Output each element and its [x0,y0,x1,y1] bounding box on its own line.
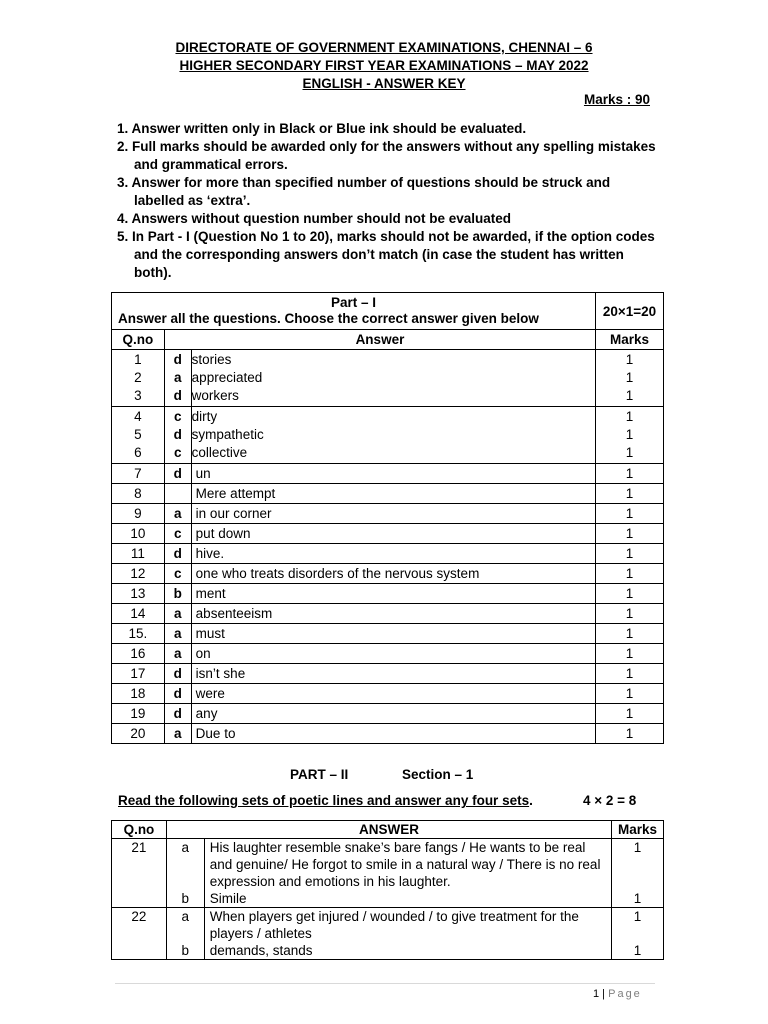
qno-cell: 14 [112,604,165,624]
part1-header-row [112,330,664,350]
answer-cell: Mere attempt [191,484,595,504]
table-row [112,664,664,684]
part2-title: PART – II [290,767,349,782]
header-exam: HIGHER SECONDARY FIRST YEAR EXAMINATIONS – MAY 2022 [179,58,589,73]
option-cell: c d c [164,407,191,464]
option-cell: c [164,524,191,544]
table-row [112,484,664,504]
answer-cell: ment [191,584,595,604]
table-row [112,604,664,624]
qno-cell: 12 [112,564,165,584]
instructions-list [117,120,657,282]
option-cell: a [166,908,204,943]
option-cell: a [164,724,191,744]
table-row [112,350,664,407]
qno-cell: 13 [112,584,165,604]
table-row [112,544,664,564]
part1-total: 20×1=20 [596,293,664,330]
marks-cell: 1 [596,564,664,584]
table-row [112,407,664,464]
marks-cell: 1 1 1 [596,407,664,464]
part2-header-row [112,821,664,839]
marks-cell: 1 [612,890,664,908]
qno-cell: 19 [112,704,165,724]
col-marks: Marks [596,330,664,350]
answer-cell: put down [191,524,595,544]
part1-rows [112,464,664,744]
marks-cell: 1 [596,584,664,604]
answer-cell: in our corner [191,504,595,524]
answer-cell: hive. [191,544,595,564]
answer-cell: dirty sympathetic collective [191,407,595,464]
qno-cell: 17 [112,664,165,684]
table-row [112,644,664,664]
qno-cell: 22 [112,908,167,960]
col-qno: Q.no [112,330,165,350]
answer-cell: were [191,684,595,704]
footer-divider [115,983,655,984]
table-row [112,524,664,544]
marks-cell: 1 [596,604,664,624]
page-separator: | [599,988,609,1000]
option-cell: a [166,839,204,891]
answer-cell: must [191,624,595,644]
part2-instruction-text: Read the following sets of poetic lines and answer any four sets [118,793,530,808]
marks-cell: 1 1 1 [596,350,664,407]
marks-cell: 1 [596,504,664,524]
part2-instruction [118,793,533,808]
qno-cell: 15. [112,624,165,644]
header-directorate: DIRECTORATE OF GOVERNMENT EXAMINATIONS, CHENNAI – 6 [175,40,593,55]
marks-cell: 1 [596,464,664,484]
marks-cell: 1 [596,664,664,684]
table-row [112,584,664,604]
option-cell: a [164,504,191,524]
table-row [112,839,664,891]
marks-cell: 1 [596,624,664,644]
marks-cell: 1 [612,839,664,891]
answer-cell: His laughter resemble snake’s bare fangs / He wants to be real and genuine/ He forgot to smile in a natural way / There is no real expression and emotions in his laughter. [204,839,611,891]
option-cell: a [164,604,191,624]
page-number: 1 [593,988,600,1000]
col-qno: Q.no [112,821,167,839]
part2-marks: 4 × 2 = 8 [583,793,637,808]
part1-title-row [112,293,664,330]
part2-instruction-period: . [529,793,533,808]
table-row [112,504,664,524]
part1-table [111,292,664,744]
marks-cell: 1 [596,684,664,704]
qno-cell: 9 [112,504,165,524]
page-footer [593,988,642,1000]
marks-cell: 1 [596,524,664,544]
instruction-item: 4. Answers without question number should not be evaluated [117,211,512,226]
marks-cell: 1 [596,544,664,564]
marks-cell: 1 [596,484,664,504]
table-row [112,890,664,908]
header-subject: ENGLISH - ANSWER KEY [302,76,466,91]
col-answer: ANSWER [166,821,611,839]
answer-cell: any [191,704,595,724]
option-cell: d [164,664,191,684]
table-row [112,908,664,943]
qno-cell: 21 [112,839,167,908]
instruction-item: 5. In Part - I (Question No 1 to 20), marks should not be awarded, if the option codes and the corresponding answers don’t match (in case the student has written both). [117,229,655,280]
table-row [112,624,664,644]
option-cell: a [164,624,191,644]
instruction-item: 2. Full marks should be awarded only for the answers without any spelling mistakes and grammatical errors. [117,139,656,172]
qno-cell: 20 [112,724,165,744]
option-cell: d [164,704,191,724]
answer-cell: one who treats disorders of the nervous system [191,564,595,584]
part1-subtitle: Answer all the questions. Choose the correct answer given below [118,311,539,326]
option-cell: b [166,942,204,960]
option-cell: b [166,890,204,908]
answer-cell: stories appreciated workers [191,350,595,407]
qno-cell: 11 [112,544,165,564]
col-answer: Answer [164,330,595,350]
table-row [112,464,664,484]
answer-cell: Simile [204,890,611,908]
table-row [112,564,664,584]
qno-cell: 10 [112,524,165,544]
part2-section: Section – 1 [402,767,474,782]
option-cell: a [164,644,191,664]
marks-cell: 1 [612,942,664,960]
qno-cell: 16 [112,644,165,664]
marks-cell: 1 [596,704,664,724]
option-cell: d [164,684,191,704]
qno-cell: 8 [112,484,165,504]
instruction-item: 3. Answer for more than specified number of questions should be struck and labelled as ‘extra’. [117,175,611,208]
answer-cell: absenteeism [191,604,595,624]
table-row [112,704,664,724]
option-cell: b [164,584,191,604]
answer-cell: When players get injured / wounded / to give treatment for the players / athletes [204,908,611,943]
instruction-item: 1. Answer written only in Black or Blue ink should be evaluated. [117,121,527,136]
table-row [112,684,664,704]
part2-table [111,820,664,960]
part1-title: Part – I [331,295,377,310]
option-cell: c [164,564,191,584]
qno-cell: 4 5 6 [112,407,165,464]
answer-cell: on [191,644,595,664]
col-marks: Marks [612,821,664,839]
answer-cell: demands, stands [204,942,611,960]
marks-cell: 1 [596,644,664,664]
marks-cell: 1 [596,724,664,744]
answer-cell: un [191,464,595,484]
table-row [112,724,664,744]
qno-cell: 18 [112,684,165,704]
option-cell [164,484,191,504]
page-label: Page [608,988,642,1000]
option-cell: d [164,464,191,484]
table-row [112,942,664,960]
total-marks: Marks : 90 [583,92,650,107]
qno-cell: 1 2 3 [112,350,165,407]
qno-cell: 7 [112,464,165,484]
answer-cell: isn’t she [191,664,595,684]
part1-title-cell [112,293,596,330]
option-cell: d [164,544,191,564]
marks-cell: 1 [612,908,664,943]
answer-cell: Due to [191,724,595,744]
option-cell: d a d [164,350,191,407]
